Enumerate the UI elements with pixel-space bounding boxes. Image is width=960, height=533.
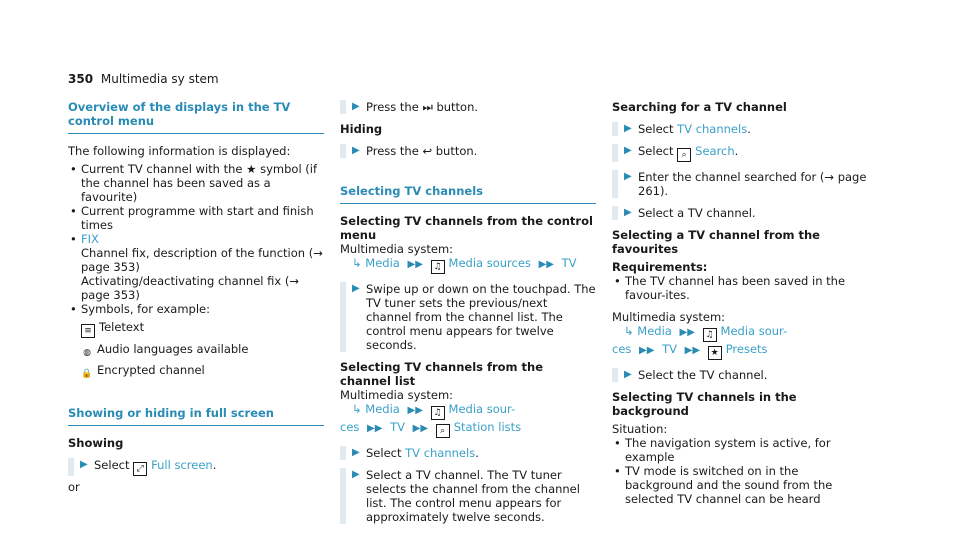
subheading-background: Selecting TV channels in the background — [612, 390, 797, 418]
step-arrow-icon: ▶ — [352, 145, 360, 156]
path-arrow-icon: ↳ — [352, 402, 362, 416]
subheading-channel-list: Selecting TV channels from the channel list — [340, 360, 544, 388]
step-swipe — [340, 282, 596, 352]
menu-path-1 — [340, 256, 596, 274]
chevron-icon: ▶▶ — [412, 423, 429, 434]
tv-channels-link[interactable]: TV channels — [405, 446, 476, 460]
path-tv[interactable]: TV — [662, 342, 677, 356]
situation-label: Situation: — [612, 422, 668, 436]
symbol-audio-label: Audio languages available — [97, 342, 249, 356]
ms-label: Multimedia system: — [612, 310, 726, 324]
media-sources-icon: ♫ — [431, 406, 445, 420]
step-select-tv-channels: ▶ Select TV channels. — [612, 122, 868, 136]
step-text: Select — [638, 144, 674, 158]
column-2 — [340, 100, 596, 524]
star-icon: ★ — [708, 346, 722, 360]
chevron-icon: ▶▶ — [367, 423, 383, 434]
path-media[interactable]: Media — [637, 324, 672, 338]
menu-path-2-cont — [340, 420, 596, 438]
header-title: Multimedia sy stem — [100, 72, 219, 86]
step-text: Select the TV channel. — [638, 368, 768, 382]
path-arrow-icon: ↳ — [624, 324, 634, 338]
heading-selecting: Selecting TV channels — [340, 184, 596, 204]
bullet-current-channel: • Current TV channel with the ★ symbol (if the channel has been saved as a favourite) — [68, 162, 324, 204]
fix-text-2: Activating/deactivating channel fix (→ page 353) — [81, 274, 299, 302]
step-select-tv — [612, 368, 868, 382]
step-arrow-icon: ▶ — [624, 207, 632, 218]
chevron-icon: ▶▶ — [407, 259, 423, 270]
step-text: Select a TV channel. — [638, 206, 756, 220]
chevron-icon: ▶▶ — [679, 327, 695, 338]
step-arrow-icon: ▶ — [352, 469, 360, 480]
lock-icon: 🔒 — [81, 369, 93, 379]
chevron-icon: ▶▶ — [639, 345, 655, 356]
subheading-hiding: Hiding — [340, 122, 383, 136]
search-icon: ⌕ — [436, 424, 450, 438]
situation-item-2: • TV mode is switched on in the background and the sound from the selected TV channel can be heard — [612, 464, 868, 506]
path-station-lists[interactable]: Station lists — [453, 420, 522, 434]
step-text: Select — [94, 458, 130, 472]
path-ces[interactable]: ces — [340, 420, 360, 434]
or-text: or — [68, 480, 80, 494]
step-arrow-icon: ▶ — [624, 171, 632, 182]
chevron-icon: ▶▶ — [407, 405, 423, 416]
menu-path-2 — [340, 402, 596, 420]
step-press-back — [340, 144, 596, 158]
step-arrow-icon: ▶ — [624, 123, 632, 134]
chevron-icon: ▶▶ — [538, 259, 554, 270]
fix-label: FIX — [81, 232, 99, 246]
search-icon: ⌕ — [677, 148, 691, 162]
step-arrow-icon: ▶ — [352, 101, 360, 112]
menu-path-3 — [612, 324, 868, 342]
menu-path-3-cont — [612, 342, 868, 360]
column-1 — [68, 100, 324, 494]
page-header — [68, 72, 219, 86]
situation-item-1: • The navigation system is active, for example — [612, 436, 868, 464]
requirements-label: Requirements: — [612, 260, 708, 274]
path-media[interactable]: Media — [365, 256, 400, 270]
step-text: Enter the channel searched for (→ page 261). — [638, 170, 867, 198]
step-text: Select — [366, 446, 402, 460]
step-text: Press the ⏭ button. — [366, 100, 479, 114]
bullet-fix — [68, 232, 324, 302]
page-number: 350 — [68, 72, 94, 86]
step-text: Select — [638, 122, 674, 136]
path-media-sour[interactable]: Media sour- — [448, 402, 516, 416]
bullet-symbols: • Symbols, for example: — [68, 302, 324, 316]
media-sources-icon: ♫ — [431, 260, 445, 274]
path-media-sour[interactable]: Media sour- — [720, 324, 788, 338]
step-select-tv-channels: ▶ Select TV channels. — [340, 446, 596, 460]
path-ces[interactable]: ces — [612, 342, 632, 356]
heading-full-screen: Showing or hiding in full screen — [68, 406, 324, 426]
path-tv[interactable]: TV — [390, 420, 405, 434]
step-select-channel — [340, 468, 596, 524]
subheading-favourites: Selecting a TV channel from the favourites — [612, 228, 820, 256]
symbol-teletext-row — [68, 320, 324, 338]
path-presets[interactable]: Presets — [725, 342, 768, 356]
step-text: Press the ↩ button. — [366, 144, 478, 158]
step-arrow-icon: ▶ — [352, 447, 360, 458]
step-select-full-screen: ▶ Select ⤢ Full screen. — [68, 458, 324, 476]
path-tv[interactable]: TV — [561, 256, 577, 270]
step-press-next — [340, 100, 596, 114]
full-screen-link[interactable]: Full screen — [151, 458, 213, 472]
teletext-icon: ≡ — [81, 324, 95, 338]
subheading-control-menu: Selecting TV channels from the control menu — [340, 214, 593, 242]
step-arrow-icon: ▶ — [624, 145, 632, 156]
step-text: Swipe up or down on the touchpad. The TV tuner sets the previous/next channel from the channel list. The control menu appears for twelve seconds. — [366, 282, 596, 352]
media-sources-icon: ♫ — [703, 328, 717, 342]
step-arrow-icon: ▶ — [352, 283, 360, 294]
intro-text: The following information is displayed: — [68, 144, 291, 158]
heading-overview: Overview of the displays in the TV control menu — [68, 100, 324, 134]
step-select-search: ▶ Select ⌕ Search. — [612, 144, 868, 162]
chevron-icon: ▶▶ — [684, 345, 701, 356]
fix-text-1: Channel fix, description of the function (→ page 353) — [81, 246, 323, 274]
step-arrow-icon: ▶ — [80, 459, 88, 470]
step-arrow-icon: ▶ — [624, 369, 632, 380]
step-enter-channel — [612, 170, 868, 198]
step-select-a-channel — [612, 206, 868, 220]
ms-label-1: Multimedia system: — [340, 242, 454, 256]
symbol-encrypted-row — [68, 363, 324, 380]
path-arrow-icon: ↳ — [352, 256, 362, 270]
subheading-showing: Showing — [68, 436, 124, 450]
tv-channels-link[interactable]: TV channels — [677, 122, 748, 136]
path-media[interactable]: Media — [365, 402, 400, 416]
requirement-item: • The TV channel has been saved in the favour-ites. — [612, 274, 868, 302]
full-screen-icon: ⤢ — [133, 462, 147, 476]
column-3 — [612, 100, 868, 506]
audio-languages-icon: ◍ — [83, 348, 91, 358]
symbol-audio-row — [68, 342, 324, 359]
symbol-teletext-label: Teletext — [99, 320, 145, 334]
ms-label-2: Multimedia system: — [340, 388, 454, 402]
search-link[interactable]: Search — [695, 144, 735, 158]
bullet-current-programme: • Current programme with start and finish times — [68, 204, 324, 232]
step-text: Select a TV channel. The TV tuner selects the channel from the channel list. The control menu appears for approximately twelve seconds. — [366, 468, 580, 524]
subheading-search: Searching for a TV channel — [612, 100, 787, 114]
symbol-encrypted-label: Encrypted channel — [97, 363, 205, 377]
path-media-sources[interactable]: Media sources — [448, 256, 531, 270]
